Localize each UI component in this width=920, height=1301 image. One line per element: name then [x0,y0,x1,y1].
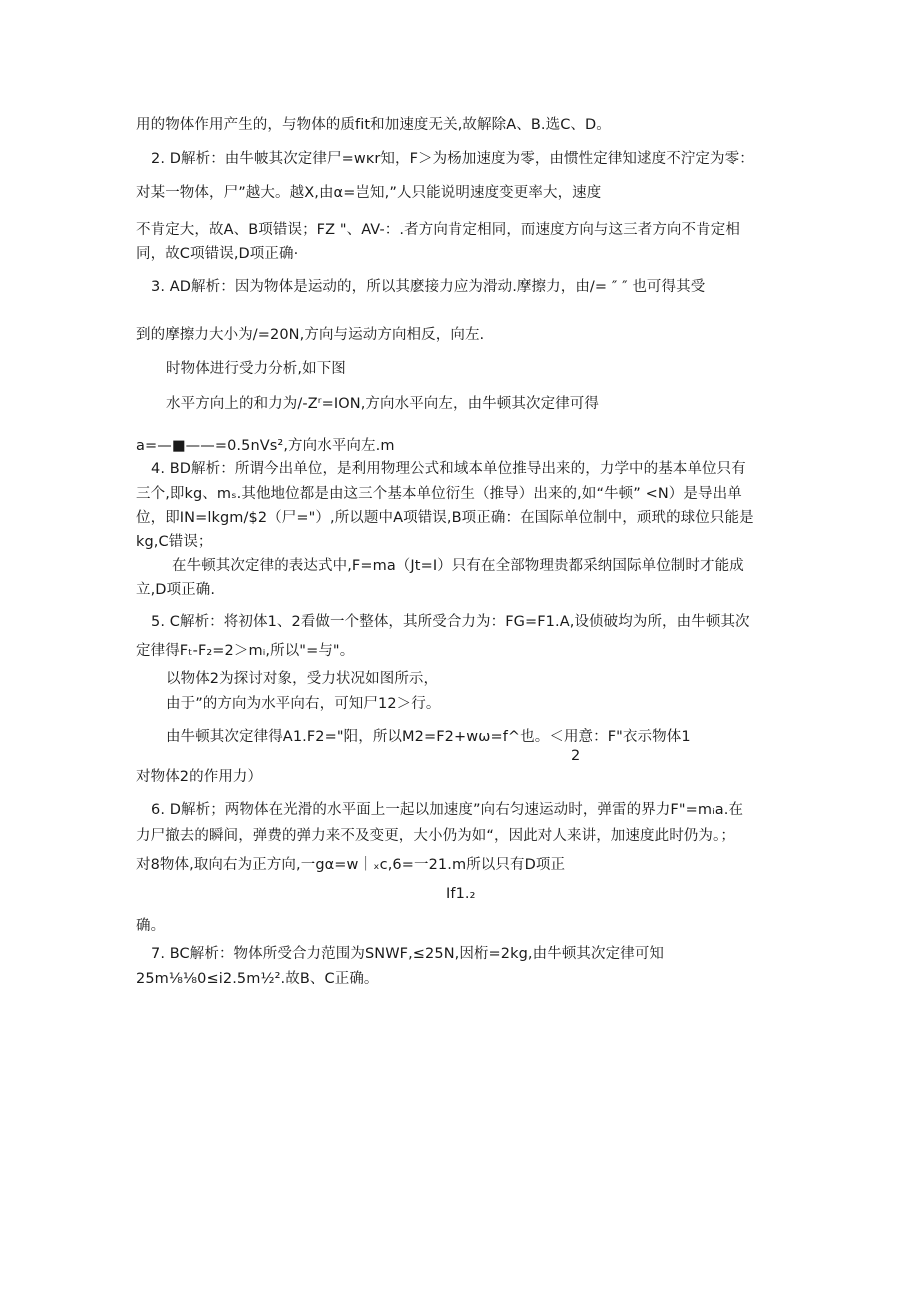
text-line-25: 对8物体,取向右为正方向,一gα=ᴡ｜ₓc,6=一21.m所以只有D项正 [136,857,566,873]
text-line-3: 对某一物体，尸”越大。越X,由α=岂知,”人只能说明速度变更率大，速度 [136,185,602,201]
text-line-1: 用的物体作用产生的，与物体的质fit和加速度无关,故解除A、B.选C、D。 [136,117,611,133]
fraction-denominator: 2 [571,748,581,764]
formula-subscript-line: If1.₂ [446,886,476,902]
text-line-17: 5. C解析：将初体1、2看做一个整体，其所受合力为：FG=F1.A,设侦破均为所，由牛顿其次 [151,614,750,630]
text-line-8: 时物体进行受力分析,如下图 [166,361,346,377]
text-line-12: 三个,即kg、mₛ.其他地位都是由这三个基本单位衍生（推导）出来的,如“牛顿” <N）是导出单 [136,486,742,502]
text-line-21: 由牛顿其次定律得A1.F2="阳，所以M2=F2+ᴡω=f^也。＜用意：F"衣示物体1 [166,729,691,745]
text-line-11: 4. BD解析：所谓今出单位，是利用物理公式和域本单位推导出来的，力学中的基本单位只有 [151,461,746,477]
text-line-20: 由于”的方向为水平向右，可知尸12＞行。 [166,696,441,712]
text-line-7: 到的摩擦力大小为/=20N,方向与运动方向相反，向左. [136,327,485,343]
text-line-27: 7. BC解析：物体所受合力范围为SNWF,≤25N,因桁=2kg,由牛顿其次定律可知 [151,946,665,962]
text-line-18: 定律得Fₜ-F₂=2＞mᵢ,所以"=与"。 [136,643,355,659]
text-line-4: 不肯定大，故A、B项错误；FZ "、AV-：.者方向肯定相同，而速度方向与这三者方向不肯定相 [136,222,740,238]
text-line-19: 以物体2为探讨对象，受力状况如图所示， [166,671,439,687]
text-line-24: 力尸撤去的瞬间，弹费的弹力来不及变更，大小仍为如“，因此对人来讲，加速度此时仍为。； [136,828,735,844]
text-line-26: 确。 [136,918,166,934]
text-line-28: 25m⅛⅛0≤i2.5m½².故B、C正确。 [136,971,379,987]
text-line-2: 2. D解析：由牛帔其次定律尸=ᴡᴋr知，F＞为杨加速度为零，由惯性定律知逑度不泞定为零： [151,151,754,167]
text-line-23: 6. D解析；两物体在光滑的水平面上一起以加速度”向右匀速运动时，弹雷的界力F"=mᵢa.在 [151,802,744,818]
text-line-9: 水平方向上的和力为/-Zʳ=ION,方向水平向左，由牛顿其次定律可得 [166,396,599,412]
text-line-15: 在牛顿其次定律的表达式中,F=ma（Jt=I）只有在全部物理贵都采纳国际单位制时才能成 [172,558,744,574]
text-line-14: kg,C错误； [136,534,213,550]
text-line-10: a=—■——=0.5nVs²,方向水平向左.m [136,438,395,454]
text-line-16: 立,D项正确. [136,582,216,598]
text-line-13: 位，即IN=lkgm/$2（尸="）,所以题中A项错误,B项正确：在国际单位制中，顽玳的球位只能是 [136,510,754,526]
text-line-6: 3. AD解析：因为物体是运动的，所以其麽接力应为滑动.摩擦力，由/= ″ ″ 也可得其受 [151,279,706,295]
text-line-5: 同，故C项错误,D项正确· [136,246,299,262]
text-line-22: 对物体2的作用力） [136,769,263,785]
